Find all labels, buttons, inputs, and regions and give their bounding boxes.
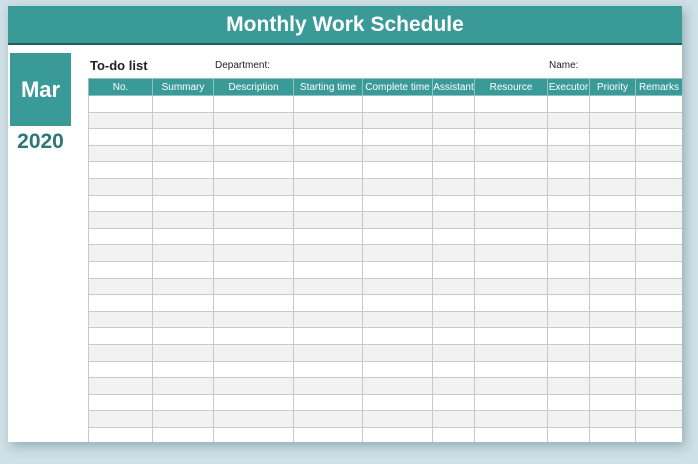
table-row bbox=[89, 427, 683, 442]
table-cell[interactable] bbox=[590, 245, 636, 262]
table-cell[interactable] bbox=[433, 228, 475, 245]
table-cell[interactable] bbox=[153, 261, 214, 278]
table-cell[interactable] bbox=[636, 245, 683, 262]
table-cell[interactable] bbox=[294, 145, 363, 162]
table-cell[interactable] bbox=[636, 162, 683, 179]
table-cell[interactable] bbox=[590, 328, 636, 345]
table-cell[interactable] bbox=[294, 96, 363, 113]
table-row bbox=[89, 344, 683, 361]
table-row bbox=[89, 328, 683, 345]
table-cell[interactable] bbox=[153, 145, 214, 162]
table-row bbox=[89, 394, 683, 411]
table-cell[interactable] bbox=[475, 378, 548, 395]
table-cell[interactable] bbox=[294, 162, 363, 179]
page-title: Monthly Work Schedule bbox=[8, 6, 682, 45]
table-cell[interactable] bbox=[294, 278, 363, 295]
table-row bbox=[89, 212, 683, 229]
table-cell[interactable] bbox=[153, 427, 214, 442]
table-cell[interactable] bbox=[294, 311, 363, 328]
column-header-starting-time[interactable]: Starting time bbox=[294, 79, 363, 96]
table-cell[interactable] bbox=[433, 129, 475, 146]
table-row bbox=[89, 261, 683, 278]
table-cell[interactable] bbox=[214, 344, 294, 361]
table-cell[interactable] bbox=[636, 311, 683, 328]
table-cell[interactable] bbox=[153, 195, 214, 212]
table-cell[interactable] bbox=[363, 344, 433, 361]
table-cell[interactable] bbox=[590, 311, 636, 328]
table-cell[interactable] bbox=[636, 378, 683, 395]
table-cell[interactable] bbox=[548, 344, 590, 361]
table-cell[interactable] bbox=[363, 378, 433, 395]
column-header-no[interactable]: No. bbox=[89, 79, 153, 96]
table-cell[interactable] bbox=[294, 378, 363, 395]
table-cell[interactable] bbox=[363, 162, 433, 179]
table-cell[interactable] bbox=[294, 328, 363, 345]
table-cell[interactable] bbox=[153, 344, 214, 361]
table-cell[interactable] bbox=[636, 145, 683, 162]
table-row bbox=[89, 195, 683, 212]
table-cell[interactable] bbox=[433, 411, 475, 428]
table-header-row bbox=[89, 79, 683, 96]
table-cell[interactable] bbox=[590, 295, 636, 312]
table-cell[interactable] bbox=[363, 427, 433, 442]
table-cell[interactable] bbox=[475, 145, 548, 162]
table-cell[interactable] bbox=[475, 178, 548, 195]
table-cell[interactable] bbox=[153, 278, 214, 295]
table-row bbox=[89, 96, 683, 113]
table-row bbox=[89, 411, 683, 428]
table-cell[interactable] bbox=[89, 328, 153, 345]
column-header-assistant[interactable]: Assistant bbox=[433, 79, 475, 96]
table-cell[interactable] bbox=[433, 295, 475, 312]
table-cell[interactable] bbox=[636, 261, 683, 278]
table-cell[interactable] bbox=[548, 378, 590, 395]
table-cell[interactable] bbox=[363, 411, 433, 428]
table-cell[interactable] bbox=[590, 361, 636, 378]
table-cell[interactable] bbox=[590, 427, 636, 442]
table-cell[interactable] bbox=[433, 245, 475, 262]
table-cell[interactable] bbox=[475, 295, 548, 312]
table-cell[interactable] bbox=[475, 344, 548, 361]
table-cell[interactable] bbox=[590, 278, 636, 295]
table-cell[interactable] bbox=[636, 278, 683, 295]
table-row bbox=[89, 228, 683, 245]
table-cell[interactable] bbox=[363, 311, 433, 328]
table-cell[interactable] bbox=[214, 178, 294, 195]
table-cell[interactable] bbox=[433, 311, 475, 328]
table-cell[interactable] bbox=[214, 162, 294, 179]
table-cell[interactable] bbox=[363, 328, 433, 345]
table-cell[interactable] bbox=[590, 162, 636, 179]
table-cell[interactable] bbox=[89, 195, 153, 212]
table-cell[interactable] bbox=[153, 129, 214, 146]
table-row bbox=[89, 145, 683, 162]
table-cell[interactable] bbox=[153, 112, 214, 129]
table-cell[interactable] bbox=[548, 96, 590, 113]
table-cell[interactable] bbox=[89, 311, 153, 328]
table-cell[interactable] bbox=[548, 261, 590, 278]
table-cell[interactable] bbox=[153, 96, 214, 113]
todo-list-label: To-do list bbox=[90, 58, 148, 73]
table-cell[interactable] bbox=[153, 162, 214, 179]
table-cell[interactable] bbox=[214, 261, 294, 278]
table-cell[interactable] bbox=[89, 162, 153, 179]
table-cell[interactable] bbox=[153, 411, 214, 428]
table-cell[interactable] bbox=[433, 112, 475, 129]
table-cell[interactable] bbox=[363, 361, 433, 378]
table-cell[interactable] bbox=[475, 311, 548, 328]
table-cell[interactable] bbox=[636, 295, 683, 312]
table-cell[interactable] bbox=[475, 228, 548, 245]
table-cell[interactable] bbox=[433, 261, 475, 278]
table-cell[interactable] bbox=[89, 344, 153, 361]
table-cell[interactable] bbox=[89, 427, 153, 442]
column-header-description[interactable]: Description bbox=[214, 79, 294, 96]
table-cell[interactable] bbox=[636, 195, 683, 212]
table-cell[interactable] bbox=[153, 361, 214, 378]
table-cell[interactable] bbox=[214, 311, 294, 328]
table-cell[interactable] bbox=[153, 328, 214, 345]
table-cell[interactable] bbox=[294, 195, 363, 212]
table-cell[interactable] bbox=[363, 129, 433, 146]
table-cell[interactable] bbox=[475, 361, 548, 378]
table-cell[interactable] bbox=[475, 278, 548, 295]
table-cell[interactable] bbox=[548, 278, 590, 295]
table-cell[interactable] bbox=[433, 195, 475, 212]
table-cell[interactable] bbox=[433, 278, 475, 295]
table-row bbox=[89, 245, 683, 262]
name-label: Name: bbox=[549, 60, 579, 71]
column-header-summary[interactable]: Summary bbox=[153, 79, 214, 96]
table-cell[interactable] bbox=[89, 129, 153, 146]
table-cell[interactable] bbox=[475, 96, 548, 113]
table-cell[interactable] bbox=[89, 212, 153, 229]
table-cell[interactable] bbox=[548, 295, 590, 312]
schedule-sheet bbox=[8, 6, 682, 442]
table-cell[interactable] bbox=[433, 162, 475, 179]
table-cell[interactable] bbox=[433, 178, 475, 195]
table-cell[interactable] bbox=[475, 328, 548, 345]
table-cell[interactable] bbox=[89, 112, 153, 129]
table-cell[interactable] bbox=[363, 394, 433, 411]
table-cell[interactable] bbox=[433, 378, 475, 395]
table-cell[interactable] bbox=[363, 145, 433, 162]
table-cell[interactable] bbox=[153, 212, 214, 229]
table-cell[interactable] bbox=[548, 162, 590, 179]
table-cell[interactable] bbox=[294, 394, 363, 411]
table-cell[interactable] bbox=[548, 195, 590, 212]
table-cell[interactable] bbox=[433, 361, 475, 378]
table-cell[interactable] bbox=[214, 96, 294, 113]
table-cell[interactable] bbox=[294, 295, 363, 312]
table-cell[interactable] bbox=[89, 378, 153, 395]
table-cell[interactable] bbox=[636, 328, 683, 345]
table-row bbox=[89, 311, 683, 328]
table-cell[interactable] bbox=[294, 361, 363, 378]
table-row bbox=[89, 378, 683, 395]
table-cell[interactable] bbox=[153, 245, 214, 262]
table-cell[interactable] bbox=[590, 178, 636, 195]
table-cell[interactable] bbox=[294, 178, 363, 195]
table-cell[interactable] bbox=[636, 228, 683, 245]
table-row bbox=[89, 178, 683, 195]
table-cell[interactable] bbox=[153, 295, 214, 312]
table-cell[interactable] bbox=[294, 245, 363, 262]
month-badge bbox=[10, 53, 71, 126]
table-cell[interactable] bbox=[89, 295, 153, 312]
column-header-priority[interactable]: Priority bbox=[590, 79, 636, 96]
table-cell[interactable] bbox=[475, 212, 548, 229]
table-cell[interactable] bbox=[636, 394, 683, 411]
table-cell[interactable] bbox=[590, 394, 636, 411]
table-cell[interactable] bbox=[636, 344, 683, 361]
table-cell[interactable] bbox=[214, 195, 294, 212]
table-cell[interactable] bbox=[363, 261, 433, 278]
table-cell[interactable] bbox=[214, 278, 294, 295]
table-cell[interactable] bbox=[214, 145, 294, 162]
table-cell[interactable] bbox=[433, 394, 475, 411]
department-label: Department: bbox=[215, 60, 271, 71]
table-cell[interactable] bbox=[475, 394, 548, 411]
table-cell[interactable] bbox=[363, 245, 433, 262]
table-cell[interactable] bbox=[475, 261, 548, 278]
table-cell[interactable] bbox=[214, 129, 294, 146]
table-cell[interactable] bbox=[548, 112, 590, 129]
table-cell[interactable] bbox=[363, 96, 433, 113]
table-cell[interactable] bbox=[363, 295, 433, 312]
table-cell[interactable] bbox=[214, 378, 294, 395]
table-cell[interactable] bbox=[363, 178, 433, 195]
table-cell[interactable] bbox=[590, 195, 636, 212]
table-cell[interactable] bbox=[636, 212, 683, 229]
table-cell[interactable] bbox=[590, 411, 636, 428]
table-cell[interactable] bbox=[590, 112, 636, 129]
table-cell[interactable] bbox=[214, 245, 294, 262]
table-cell[interactable] bbox=[548, 145, 590, 162]
table-cell[interactable] bbox=[590, 145, 636, 162]
table-cell[interactable] bbox=[548, 212, 590, 229]
table-cell[interactable] bbox=[89, 411, 153, 428]
table-cell[interactable] bbox=[89, 394, 153, 411]
table-cell[interactable] bbox=[433, 328, 475, 345]
table-cell[interactable] bbox=[548, 427, 590, 442]
table-cell[interactable] bbox=[636, 112, 683, 129]
table-cell[interactable] bbox=[294, 212, 363, 229]
column-header-remarks[interactable]: Remarks bbox=[636, 79, 683, 96]
table-cell[interactable] bbox=[590, 96, 636, 113]
table-cell[interactable] bbox=[548, 129, 590, 146]
table-cell[interactable] bbox=[475, 195, 548, 212]
table-cell[interactable] bbox=[363, 112, 433, 129]
month-label: Mar bbox=[20, 76, 61, 102]
table-cell[interactable] bbox=[89, 145, 153, 162]
table-cell[interactable] bbox=[153, 378, 214, 395]
table-cell[interactable] bbox=[214, 427, 294, 442]
table-cell[interactable] bbox=[548, 245, 590, 262]
table-cell[interactable] bbox=[363, 228, 433, 245]
table-cell[interactable] bbox=[475, 411, 548, 428]
table-cell[interactable] bbox=[475, 162, 548, 179]
table-cell[interactable] bbox=[153, 394, 214, 411]
table-cell[interactable] bbox=[294, 261, 363, 278]
table-row bbox=[89, 112, 683, 129]
table-cell[interactable] bbox=[475, 427, 548, 442]
column-header-executor[interactable]: Executor bbox=[548, 79, 590, 96]
table-cell[interactable] bbox=[294, 344, 363, 361]
table-cell[interactable] bbox=[294, 411, 363, 428]
table-row bbox=[89, 129, 683, 146]
table-cell[interactable] bbox=[475, 245, 548, 262]
year-label: 2020 bbox=[17, 130, 64, 153]
table-cell[interactable] bbox=[89, 261, 153, 278]
table-row bbox=[89, 295, 683, 312]
table-cell[interactable] bbox=[89, 278, 153, 295]
table-cell[interactable] bbox=[433, 427, 475, 442]
table-cell[interactable] bbox=[636, 129, 683, 146]
table-cell[interactable] bbox=[294, 228, 363, 245]
table-cell[interactable] bbox=[590, 344, 636, 361]
column-header-complete-time[interactable]: Complete time bbox=[363, 79, 433, 96]
table-cell[interactable] bbox=[636, 411, 683, 428]
table-cell[interactable] bbox=[89, 245, 153, 262]
table-cell[interactable] bbox=[548, 394, 590, 411]
table-body bbox=[89, 96, 683, 443]
table-cell[interactable] bbox=[214, 212, 294, 229]
table-cell[interactable] bbox=[294, 112, 363, 129]
table-cell[interactable] bbox=[636, 361, 683, 378]
table-cell[interactable] bbox=[363, 195, 433, 212]
table-cell[interactable] bbox=[636, 178, 683, 195]
schedule-table bbox=[88, 78, 682, 442]
table-cell[interactable] bbox=[433, 96, 475, 113]
table-cell[interactable] bbox=[214, 361, 294, 378]
table-cell[interactable] bbox=[636, 96, 683, 113]
table-cell[interactable] bbox=[590, 261, 636, 278]
column-header-resource[interactable]: Resource bbox=[475, 79, 548, 96]
table-cell[interactable] bbox=[294, 427, 363, 442]
table-cell[interactable] bbox=[153, 311, 214, 328]
table-cell[interactable] bbox=[433, 145, 475, 162]
table-cell[interactable] bbox=[548, 228, 590, 245]
table-cell[interactable] bbox=[214, 112, 294, 129]
table-cell[interactable] bbox=[214, 295, 294, 312]
table-cell[interactable] bbox=[214, 328, 294, 345]
table-cell[interactable] bbox=[433, 212, 475, 229]
table-cell[interactable] bbox=[548, 411, 590, 428]
table-cell[interactable] bbox=[433, 344, 475, 361]
table-cell[interactable] bbox=[153, 178, 214, 195]
table-cell[interactable] bbox=[548, 328, 590, 345]
table-cell[interactable] bbox=[363, 212, 433, 229]
table-cell[interactable] bbox=[89, 361, 153, 378]
table-cell[interactable] bbox=[590, 228, 636, 245]
table-cell[interactable] bbox=[153, 228, 214, 245]
table-cell[interactable] bbox=[89, 228, 153, 245]
table-cell[interactable] bbox=[214, 411, 294, 428]
table-cell[interactable] bbox=[475, 129, 548, 146]
table-cell[interactable] bbox=[475, 112, 548, 129]
table-cell[interactable] bbox=[89, 96, 153, 113]
table-cell[interactable] bbox=[636, 427, 683, 442]
table-cell[interactable] bbox=[548, 178, 590, 195]
table-cell[interactable] bbox=[363, 278, 433, 295]
table-cell[interactable] bbox=[590, 212, 636, 229]
table-cell[interactable] bbox=[548, 361, 590, 378]
table-row bbox=[89, 361, 683, 378]
table-cell[interactable] bbox=[214, 228, 294, 245]
table-cell[interactable] bbox=[590, 378, 636, 395]
table-cell[interactable] bbox=[214, 394, 294, 411]
table-row bbox=[89, 278, 683, 295]
table-cell[interactable] bbox=[548, 311, 590, 328]
table-cell[interactable] bbox=[294, 129, 363, 146]
table-cell[interactable] bbox=[89, 178, 153, 195]
table-cell[interactable] bbox=[590, 129, 636, 146]
table-row bbox=[89, 162, 683, 179]
